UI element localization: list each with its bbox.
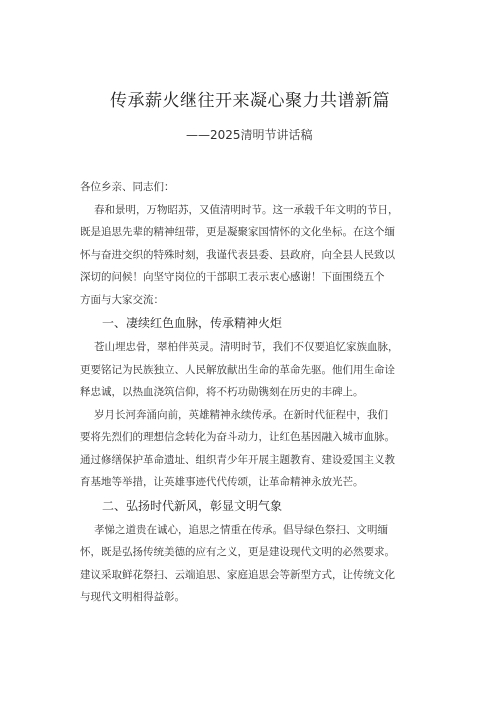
salutation: 各位乡亲、同志们： [80,181,175,193]
paragraph-line: 更要铭记为民族独立、人民解放献出生命的革命先驱。他们用生命诠 [80,363,395,376]
paragraph-line: 孝悌之道贵在诚心，追思之情重在传承。倡导绿色祭扫、文明缅 [94,523,388,536]
paragraph-line: 要将先烈们的理想信念转化为奋斗动力，让红色基因融入城市血脉。 [80,431,395,443]
document-body [80,176,452,609]
paragraph-line: 建议采取鲜花祭扫、云端追思、家庭追思会等新型方式，让传统文化 [80,568,395,581]
paragraph-line: 苍山埋忠骨，翠柏伴英灵。清明时节，我们不仅要追忆家族血脉， [94,341,399,353]
section-1-paragraph-2 [80,404,452,494]
paragraph-line: 岁月长河奔涌向前，英雄精神永续传承。在新时代征程中，我们 [94,408,388,421]
paragraph-line: 育基地等举措，让英雄事迹代代传颂，让革命精神永放光芒。 [80,476,364,488]
document-subtitle: ——2025清明节讲话稿 [186,128,313,142]
intro-line: 既是追思先辈的精神纽带，更是凝聚家国情怀的文化坐标。在这个缅 [80,226,395,238]
document-title: 传承薪火继往开来凝心聚力共谱新篇 [110,91,390,111]
intro-line: 深切的问候！向坚守岗位的干部职工表示衷心感谢！下面围绕五个 [80,271,385,283]
section-2-heading: 二、弘扬时代新风，彰显文明气象 [102,498,283,513]
paragraph-line: 释忠诚，以热血浇筑信仰，将不朽功勋镌刻在历史的丰碑上。 [80,386,364,398]
intro-line: 方面与大家交流： [80,293,164,306]
paragraph-line: 与现代文明相得益彰。 [80,591,185,603]
paragraph-line: 通过修缮保护革命遗址、组织青少年开展主题教育、建设爱国主义教 [80,453,395,466]
intro-line: 春和景明，万物昭苏，又值清明时节。这一承载千年文明的节日， [94,203,399,216]
section-1-paragraph-1 [80,336,452,404]
intro-line: 怀与奋进交织的特殊时刻，我谨代表县委、县政府，向全县人民致以 [80,248,395,261]
paragraph-line: 怀，既是弘扬传统美德的应有之义，更是建设现代文明的必然要求。 [80,546,395,558]
intro-paragraph [80,199,452,312]
section-1-heading: 一、凄续红色血脉，传承精神火炬 [102,316,283,330]
section-2-paragraph-1 [80,519,452,609]
